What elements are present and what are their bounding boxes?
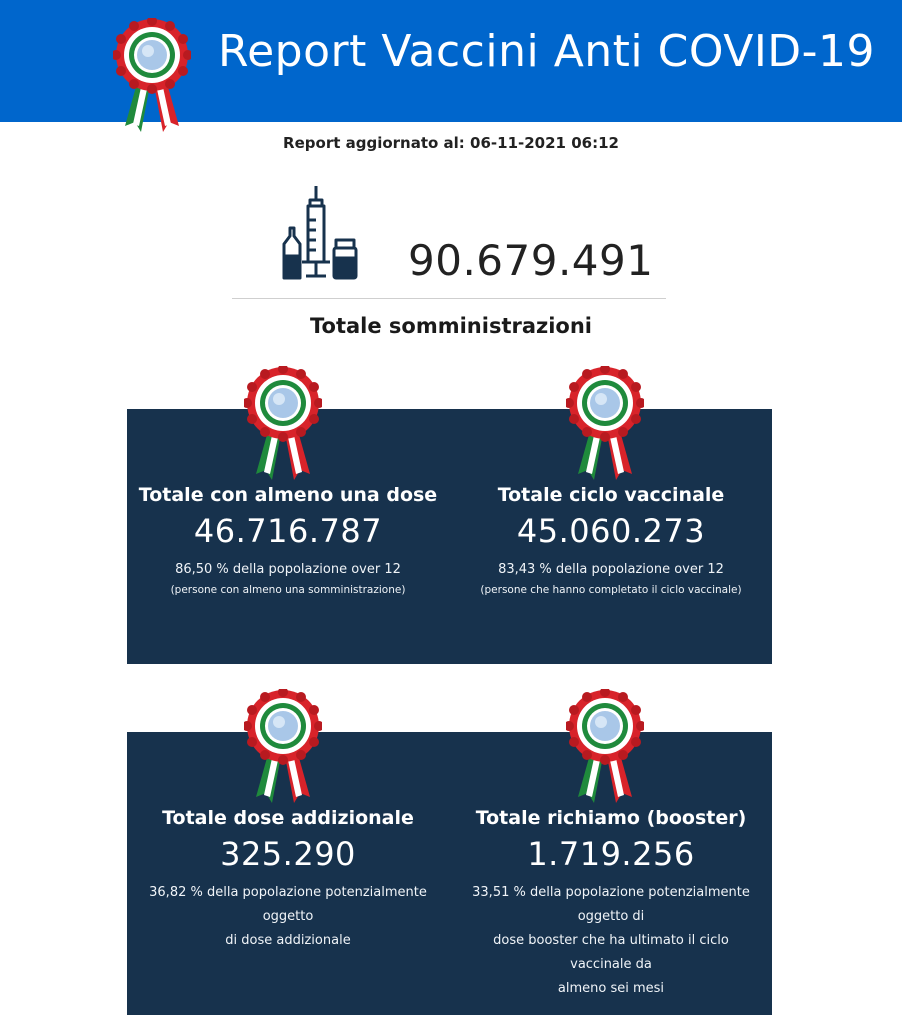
total-administrations-value: 90.679.491 [408, 236, 654, 285]
stat-description-line: 36,82 % della popolazione potenzialmente [149, 885, 427, 900]
vaccine-syringe-icon [276, 184, 360, 282]
stat-title: Totale ciclo vaccinale [497, 484, 725, 506]
stat-description-line: di dose addizionale [225, 933, 351, 948]
rosette-icon [244, 689, 322, 803]
stat-description-line: 33,51 % della popolazione potenzialmente [472, 885, 750, 900]
stat-note: (persone che hanno completato il ciclo vaccinale) [480, 584, 742, 596]
rosette-icon [566, 366, 644, 480]
stat-full-cycle [450, 484, 772, 596]
stat-description: 86,50 % della popolazione over 12 [175, 562, 401, 577]
stat-description-line: oggetto di [577, 909, 645, 924]
stat-value: 46.716.787 [193, 512, 383, 550]
stat-title: Totale con almeno una dose [138, 484, 438, 506]
stat-title: Totale dose addizionale [162, 807, 414, 829]
stat-description: 83,43 % della popolazione over 12 [498, 562, 724, 577]
stat-at-least-one-dose [127, 484, 449, 596]
divider [232, 298, 666, 299]
header-bar [0, 0, 902, 122]
rosette-icon [244, 366, 322, 480]
rosette-logo-icon [113, 18, 191, 132]
stat-value: 1.719.256 [527, 835, 695, 873]
stat-value: 325.290 [220, 835, 356, 873]
stat-value: 45.060.273 [516, 512, 706, 550]
stat-note: (persone con almeno una somministrazione) [170, 584, 406, 596]
stat-description-line: dose booster che ha ultimato il ciclo [493, 933, 729, 948]
stat-description [127, 881, 449, 953]
stat-description-line: almeno sei mesi [557, 981, 665, 996]
total-administrations-label: Totale somministrazioni [309, 314, 593, 338]
rosette-icon [566, 689, 644, 803]
stat-description [450, 881, 772, 1001]
report-updated-text: Report aggiornato al: 06-11-2021 06:12 [283, 134, 619, 152]
stat-description-line: oggetto [262, 909, 314, 924]
stat-additional-dose [127, 807, 449, 953]
stat-description-line: vaccinale da [570, 957, 652, 972]
stat-booster [450, 807, 772, 1001]
page-title: Report Vaccini Anti COVID-19 [218, 26, 876, 77]
stat-title: Totale richiamo (booster) [475, 807, 747, 829]
